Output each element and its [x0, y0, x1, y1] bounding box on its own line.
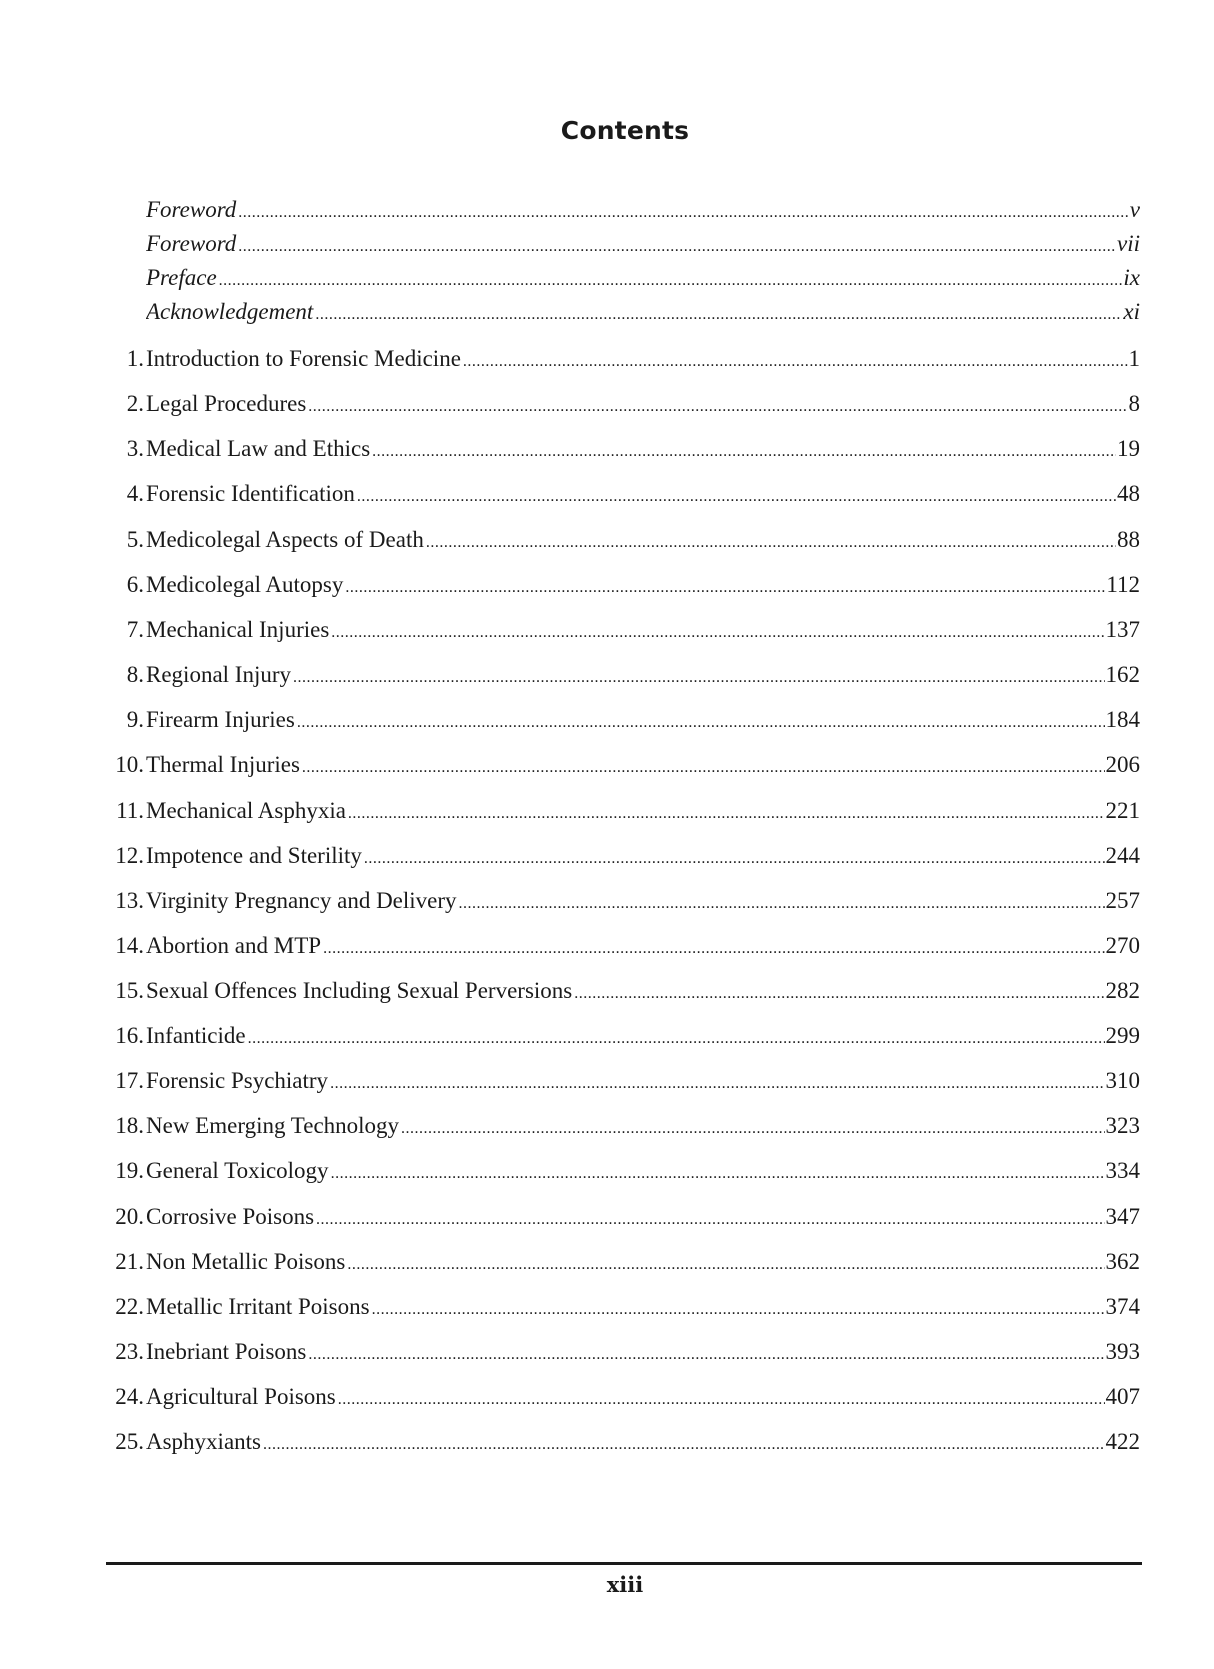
toc-entry-chapter-4 [100, 477, 1140, 511]
dot-leader [401, 1112, 1104, 1146]
toc-entry-chapter-2 [100, 387, 1140, 421]
toc-entry-page: 407 [1105, 1384, 1140, 1409]
toc-entry-number: 14. [115, 933, 144, 958]
toc-entry-chapter-23 [100, 1335, 1140, 1369]
toc-entry-number: 20. [115, 1204, 144, 1229]
toc-entry-page: 137 [1105, 617, 1140, 642]
toc-entry-label: Thermal Injuries [146, 752, 300, 777]
dot-leader [372, 435, 1116, 469]
toc-entry-chapter-17 [100, 1064, 1140, 1098]
toc-entry-label: Introduction to Forensic Medicine [146, 346, 461, 371]
toc-entry-chapter-10 [100, 748, 1140, 782]
toc-entry-page: 374 [1105, 1294, 1140, 1319]
toc-entry-number: 16. [115, 1023, 144, 1048]
toc-entry-number: 10. [115, 752, 144, 777]
toc-entry-number: 4. [126, 481, 144, 506]
dot-leader [315, 298, 1122, 332]
toc-entry-page: 206 [1105, 752, 1140, 777]
toc-entry-chapter-19 [100, 1154, 1140, 1188]
toc-entry-chapter-25 [100, 1425, 1140, 1459]
dot-leader [293, 661, 1105, 695]
dot-leader [347, 1248, 1104, 1282]
toc-entry-number: 6. [126, 572, 144, 597]
toc-entry-front-1 [100, 193, 1140, 227]
dot-leader [219, 264, 1123, 298]
toc-entry-label: Preface [146, 265, 217, 290]
toc-entry-label: Medical Law and Ethics [146, 436, 371, 461]
toc-entry-page: 244 [1105, 843, 1140, 868]
toc-entry-page: 257 [1105, 888, 1140, 913]
toc-entry-label: Impotence and Sterility [146, 843, 362, 868]
footer-divider [106, 1562, 1142, 1565]
toc-entry-chapter-18 [100, 1109, 1140, 1143]
dot-leader [238, 230, 1116, 264]
toc-entry-label: Foreword [146, 231, 237, 256]
toc-entry-label: Inebriant Poisons [146, 1339, 307, 1364]
dot-leader [459, 887, 1105, 921]
toc-entry-label: General Toxicology [146, 1158, 329, 1183]
dot-leader [238, 196, 1128, 230]
toc-entry-number: 21. [115, 1249, 144, 1274]
toc-entry-label: Mechanical Asphyxia [146, 798, 346, 823]
toc-entry-number: 11. [116, 798, 144, 823]
toc-entry-page: xi [1123, 299, 1140, 324]
toc-entry-chapter-14 [100, 929, 1140, 963]
toc-entry-page: ix [1123, 265, 1140, 290]
dot-leader [297, 706, 1105, 740]
toc-entry-page: 1 [1128, 346, 1140, 371]
toc-entry-chapter-9 [100, 703, 1140, 737]
dot-leader [263, 1428, 1105, 1462]
toc-entry-label: Foreword [146, 197, 237, 222]
toc-entry-label: Metallic Irritant Poisons [146, 1294, 370, 1319]
toc-entry-label: Non Metallic Poisons [146, 1249, 346, 1274]
toc-entry-chapter-20 [100, 1200, 1140, 1234]
dot-leader [330, 1067, 1104, 1101]
toc-entry-chapter-3 [100, 432, 1140, 466]
toc-entry-chapter-8 [100, 658, 1140, 692]
toc-entry-label: Corrosive Poisons [146, 1204, 315, 1229]
table-of-contents [100, 0, 1140, 1669]
toc-entry-number: 1. [126, 346, 144, 371]
toc-entry-label: Firearm Injuries [146, 707, 295, 732]
toc-entry-label: Forensic Psychiatry [146, 1068, 329, 1093]
toc-entry-page: 299 [1105, 1023, 1140, 1048]
dot-leader [574, 977, 1104, 1011]
toc-entry-page: 184 [1105, 707, 1140, 732]
dot-leader [331, 616, 1104, 650]
toc-entry-front-3 [100, 261, 1140, 295]
toc-entry-number: 24. [115, 1384, 144, 1409]
toc-entry-number: 2. [126, 391, 144, 416]
toc-entry-page: 362 [1105, 1249, 1140, 1274]
page-number: xiii [606, 1572, 644, 1597]
dot-leader [308, 1338, 1104, 1372]
toc-entry-label: Sexual Offences Including Sexual Perversions [146, 978, 573, 1003]
toc-entry-number: 19. [115, 1158, 144, 1183]
toc-entry-page: 347 [1105, 1204, 1140, 1229]
toc-entry-page: 88 [1117, 527, 1140, 552]
toc-entry-chapter-21 [100, 1245, 1140, 1279]
toc-entry-chapter-16 [100, 1019, 1140, 1053]
toc-entry-chapter-22 [100, 1290, 1140, 1324]
dot-leader [426, 526, 1116, 560]
toc-entry-page: 162 [1105, 662, 1140, 687]
toc-entry-label: Medicolegal Aspects of Death [146, 527, 424, 552]
toc-entry-label: Forensic Identification [146, 481, 355, 506]
toc-entry-chapter-1 [100, 342, 1140, 376]
dot-leader [248, 1022, 1105, 1056]
toc-entry-page: 393 [1105, 1339, 1140, 1364]
toc-entry-page: v [1129, 197, 1140, 222]
toc-entry-number: 8. [126, 662, 144, 687]
toc-entry-page: 310 [1105, 1068, 1140, 1093]
dot-leader [316, 1203, 1104, 1237]
dot-leader [364, 842, 1105, 876]
toc-entry-page: 334 [1105, 1158, 1140, 1183]
dot-leader [348, 797, 1105, 831]
toc-entry-number: 13. [115, 888, 144, 913]
toc-entry-chapter-15 [100, 974, 1140, 1008]
toc-entry-page: vii [1117, 231, 1140, 256]
toc-entry-chapter-5 [100, 523, 1140, 557]
toc-entry-number: 22. [115, 1294, 144, 1319]
toc-entry-page: 282 [1105, 978, 1140, 1003]
dot-leader [345, 571, 1105, 605]
toc-entry-number: 9. [126, 707, 144, 732]
toc-entry-chapter-11 [100, 794, 1140, 828]
toc-entry-page: 221 [1105, 798, 1140, 823]
dot-leader [357, 480, 1116, 514]
dot-leader [338, 1383, 1105, 1417]
toc-entry-page: 19 [1117, 436, 1140, 461]
dot-leader [323, 932, 1104, 966]
toc-entry-label: Asphyxiants [146, 1429, 261, 1454]
toc-entry-label: Abortion and MTP [146, 933, 322, 958]
toc-entry-label: Legal Procedures [146, 391, 307, 416]
toc-entry-label: Virginity Pregnancy and Delivery [146, 888, 457, 913]
toc-entry-number: 15. [115, 978, 144, 1003]
toc-entry-label: Infanticide [146, 1023, 246, 1048]
toc-entry-number: 5. [126, 527, 144, 552]
toc-entry-chapter-12 [100, 839, 1140, 873]
toc-entry-front-4 [100, 295, 1140, 329]
toc-entry-number: 3. [126, 436, 144, 461]
toc-entry-label: Mechanical Injuries [146, 617, 330, 642]
toc-entry-label: Acknowledgement [146, 299, 314, 324]
toc-entry-chapter-24 [100, 1380, 1140, 1414]
toc-entry-number: 7. [126, 617, 144, 642]
toc-entry-chapter-7 [100, 613, 1140, 647]
dot-leader [331, 1157, 1105, 1191]
toc-entry-label: New Emerging Technology [146, 1113, 400, 1138]
page-title: Contents [560, 116, 690, 145]
toc-entry-chapter-6 [100, 568, 1140, 602]
toc-entry-page: 323 [1105, 1113, 1140, 1138]
toc-entry-number: 18. [115, 1113, 144, 1138]
dot-leader [302, 751, 1105, 785]
toc-entry-page: 8 [1128, 391, 1140, 416]
toc-entry-page: 270 [1105, 933, 1140, 958]
toc-entry-number: 12. [115, 843, 144, 868]
toc-entry-page: 112 [1106, 572, 1140, 597]
toc-entry-page: 422 [1105, 1429, 1140, 1454]
dot-leader [463, 345, 1128, 379]
toc-entry-page: 48 [1117, 481, 1140, 506]
dot-leader [372, 1293, 1105, 1327]
toc-entry-chapter-13 [100, 884, 1140, 918]
dot-leader [308, 390, 1127, 424]
toc-entry-label: Medicolegal Autopsy [146, 572, 344, 597]
toc-entry-label: Agricultural Poisons [146, 1384, 336, 1409]
toc-entry-label: Regional Injury [146, 662, 291, 687]
toc-entry-number: 25. [115, 1429, 144, 1454]
toc-entry-front-2 [100, 227, 1140, 261]
toc-entry-number: 17. [115, 1068, 144, 1093]
toc-entry-number: 23. [115, 1339, 144, 1364]
